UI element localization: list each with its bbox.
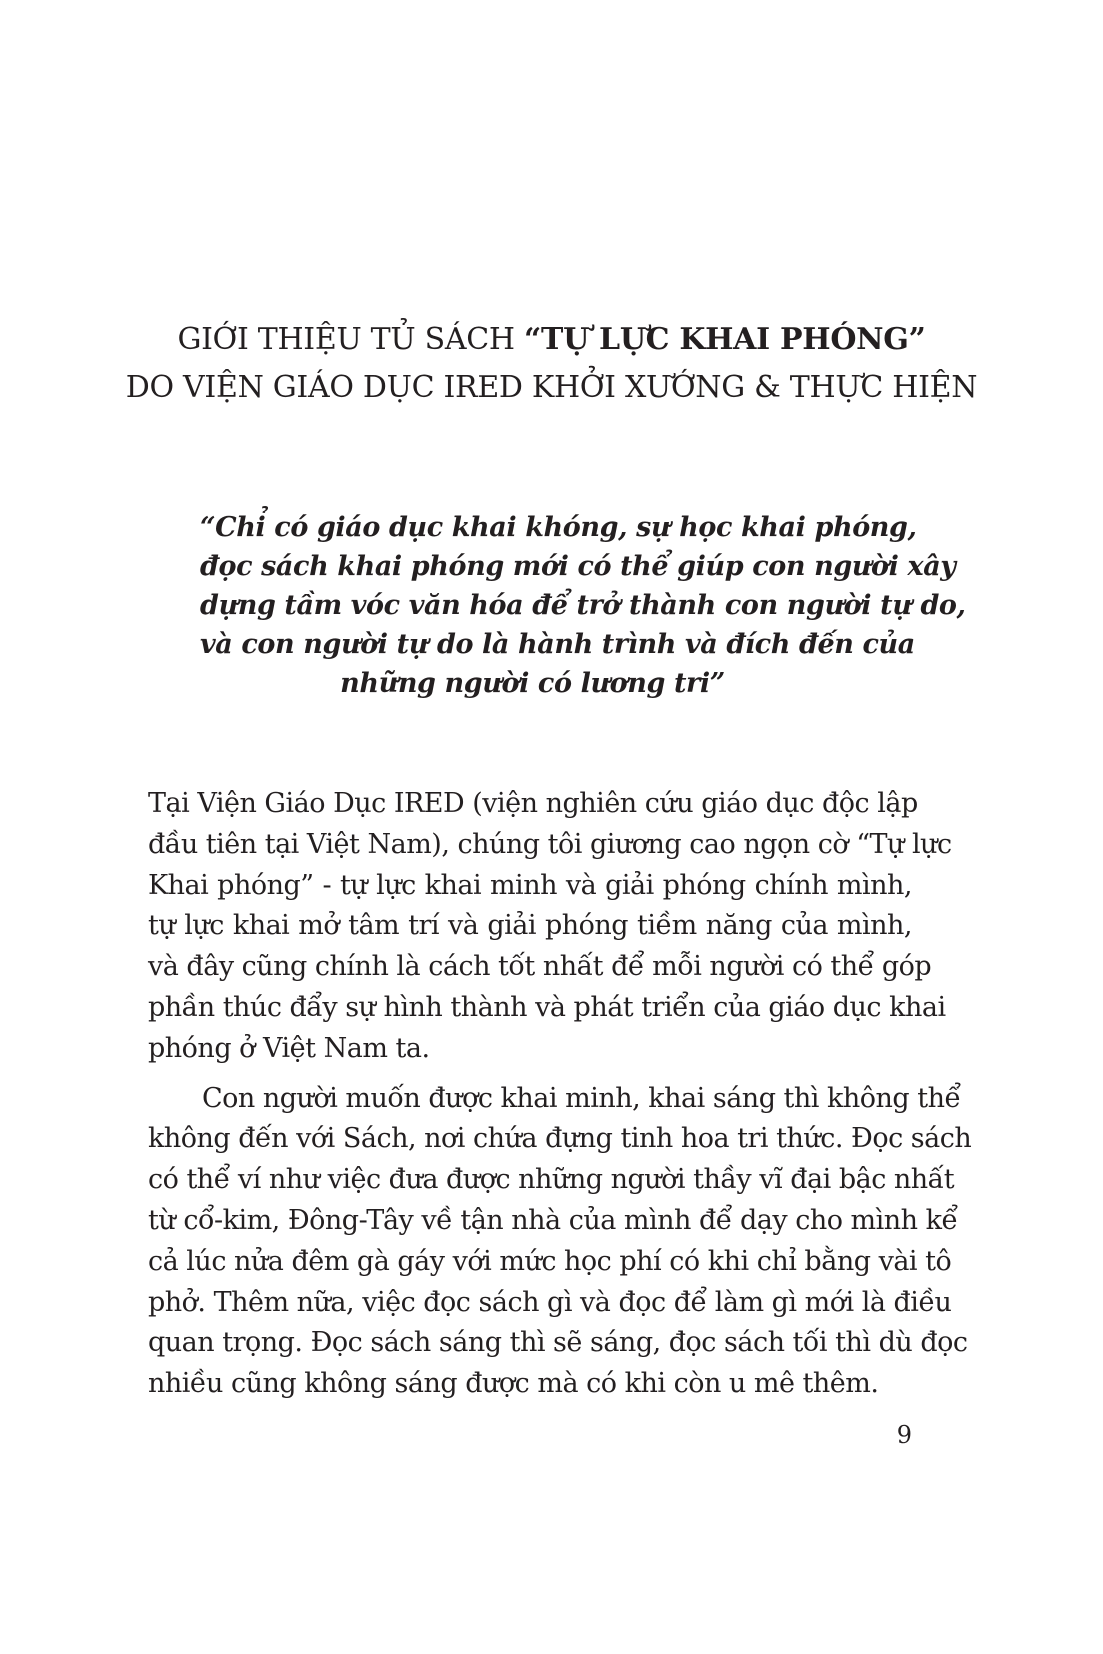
- paragraph-2: [148, 1079, 972, 1405]
- text-line: từ cổ-kim, Đông-Tây về tận nhà của mình để dạy cho mình kể: [148, 1204, 958, 1236]
- text-line: phóng ở Việt Nam ta.: [148, 1032, 430, 1064]
- text-line: phở. Thêm nữa, việc đọc sách gì và đọc để làm gì mới là điều: [148, 1286, 952, 1318]
- text-line: và đây cũng chính là cách tốt nhất để mỗi người có thể góp: [148, 951, 932, 983]
- heading-line-1: [0, 318, 1103, 362]
- quote-line: và con người tự do là hành trình và đích đến của: [200, 629, 915, 660]
- text-line: cả lúc nửa đêm gà gáy với mức học phí có khi chỉ bằng vài tô: [148, 1245, 952, 1277]
- text-line: Tại Viện Giáo Dục IRED (viện nghiên cứu giáo dục độc lập: [148, 788, 918, 819]
- section-heading: [0, 318, 1103, 410]
- body-text: [148, 784, 972, 1405]
- text-line: nhiều cũng không sáng được mà có khi còn u mê thêm.: [148, 1368, 879, 1400]
- paragraph-1: [148, 784, 952, 1070]
- text-line: Con người muốn được khai minh, khai sáng thì không thể: [202, 1082, 961, 1114]
- text-line: phần thúc đẩy sự hình thành và phát triển của giáo dục khai: [148, 991, 946, 1023]
- quote-line: đọc sách khai phóng mới có thể giúp con người xây: [200, 551, 956, 582]
- quote-line: “Chỉ có giáo dục khai khóng, sự học khai phóng,: [200, 512, 917, 543]
- page-number: 9: [896, 1421, 912, 1449]
- epigraph-quote: [200, 508, 966, 703]
- series-title: “TỰ LỰC KHAI PHÓNG”: [523, 322, 926, 357]
- text-line: tự lực khai mở tâm trí và giải phóng tiềm năng của mình,: [148, 910, 912, 942]
- heading-line-2: DO VIỆN GIÁO DỤC IRED KHỞI XƯỚNG & THỰC HIỆN: [125, 370, 978, 405]
- text-line: đầu tiên tại Việt Nam), chúng tôi giương cao ngọn cờ “Tự lực: [148, 828, 952, 860]
- text-line: không đến với Sách, nơi chứa đựng tinh hoa tri thức. Đọc sách: [148, 1123, 972, 1155]
- text-line: có thể ví như việc đưa được những người thầy vĩ đại bậc nhất: [148, 1164, 955, 1196]
- quote-line: dựng tầm vóc văn hóa để trở thành con người tự do,: [200, 590, 966, 621]
- text-line: Khai phóng” - tự lực khai minh và giải phóng chính mình,: [148, 869, 912, 901]
- heading-prefix: GIỚI THIỆU TỦ SÁCH: [177, 322, 524, 357]
- quote-line: những người có lương tri”: [340, 668, 725, 699]
- text-line: quan trọng. Đọc sách sáng thì sẽ sáng, đọc sách tối thì dù đọc: [148, 1327, 968, 1359]
